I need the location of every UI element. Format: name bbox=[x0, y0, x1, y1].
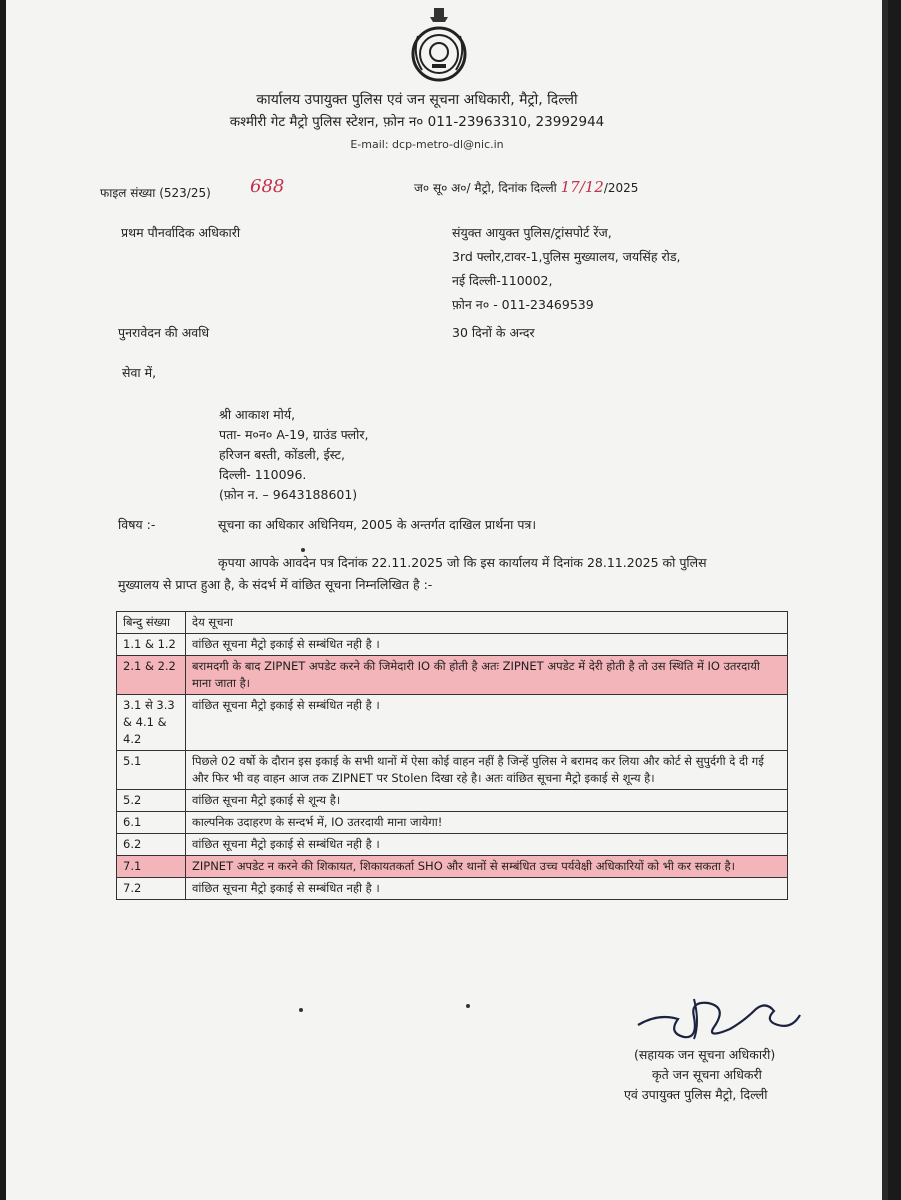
office-address: कश्मीरी गेट मैट्रो पुलिस स्टेशन, फ़ोन न० 011-23963310, 23992944 bbox=[229, 114, 605, 130]
row-info: वांछित सूचना मैट्रो इकाई से सम्बंधित नही है । bbox=[186, 834, 788, 856]
subject-label: विषय :- bbox=[118, 517, 156, 532]
office-email: E-mail: dcp-metro-dl@nic.in bbox=[350, 138, 504, 151]
body-line-2: मुख्यालय से प्राप्त हुआ है, के संदर्भ में वांछित सूचना निम्नलिखित है :- bbox=[118, 577, 433, 592]
speck bbox=[466, 1004, 470, 1008]
recipient-line-4: दिल्ली- 110096. bbox=[219, 467, 307, 482]
row-point: 7.1 bbox=[117, 856, 186, 878]
table-row bbox=[117, 856, 788, 878]
row-point: 3.1 से 3.3 & 4.1 & 4.2 bbox=[117, 695, 186, 751]
appellate-line-2: 3rd फ्लोर,टावर-1,पुलिस मुख्यालय, जयसिंह रोड, bbox=[452, 249, 681, 264]
row-point: 2.1 & 2.2 bbox=[117, 656, 186, 695]
row-info: बरामदगी के बाद ZIPNET अपडेट करने की जिमेदारी IO की होती है अतः ZIPNET अपडेट में देरी होती है तो उस स्थिति में IO उतरदायी माना जाता है। bbox=[186, 656, 788, 695]
body-line-1: कृपया आपके आवदेन पत्र दिनांक 22.11.2025 जो कि इस कार्यालय में दिनांक 28.11.2025 को पुलिस bbox=[218, 555, 707, 570]
header-info: देय सूचना bbox=[186, 612, 788, 634]
table-row bbox=[117, 634, 788, 656]
signatory-line-1: (सहायक जन सूचना अधिकारी) bbox=[634, 1047, 776, 1062]
file-number-handwritten: 688 bbox=[250, 176, 285, 197]
row-point: 1.1 & 1.2 bbox=[117, 634, 186, 656]
table-row bbox=[117, 878, 788, 900]
document-page bbox=[6, 0, 888, 1200]
row-info: वांछित सूचना मैट्रो इकाई से शून्य है। bbox=[186, 790, 788, 812]
recipient-line-2: पता- म०न० A-19, ग्राउंड फ्लोर, bbox=[219, 427, 369, 442]
recipient-line-1: श्री आकाश मोर्य, bbox=[219, 407, 296, 422]
table-row bbox=[117, 656, 788, 695]
table-row bbox=[117, 812, 788, 834]
row-point: 6.1 bbox=[117, 812, 186, 834]
table-row bbox=[117, 790, 788, 812]
table-row bbox=[117, 751, 788, 790]
row-point: 5.1 bbox=[117, 751, 186, 790]
row-info: ZIPNET अपडेट न करने की शिकायत, शिकायतकर्ता SHO और थानों से सम्बंधित उच्च पर्यवेक्षी अधिकारियों को भी कर सकता है। bbox=[186, 856, 788, 878]
recipient-line-3: हरिजन बस्ती, कोंडली, ईस्ट, bbox=[219, 447, 345, 462]
office-heading: कार्यालय उपायुक्त पुलिस एवं जन सूचना अधिकारी, मैट्रो, दिल्ली bbox=[256, 92, 578, 108]
file-number-label: फाइल संख्या (523/25) bbox=[100, 186, 211, 200]
row-info: काल्पनिक उदाहरण के सन्दर्भ में, IO उतरदायी माना जायेगा! bbox=[186, 812, 788, 834]
row-info: पिछले 02 वर्षो के दौरान इस इकाई के सभी थानों में ऐसा कोई वाहन नहीं है जिन्हें पुलिस ने बरामद कर लिया और कोर्ट से सुपुर्दगी दे दी गई और फिर भी वह वाहन आज तक ZIPNET पर Stolen दिखा रहे है। अतः वांछित सूचना मैट्रो इकाई से शून्य है। bbox=[186, 751, 788, 790]
speck bbox=[301, 548, 305, 552]
header-point: बिन्दु संख्या bbox=[117, 612, 186, 634]
appellate-authority-label: प्रथम पौनर्वादिक अधिकारी bbox=[121, 225, 241, 240]
table-row bbox=[117, 834, 788, 856]
date-handwritten: 17/12 bbox=[560, 178, 604, 196]
speck bbox=[299, 1008, 303, 1012]
police-emblem-icon bbox=[406, 6, 472, 86]
recipient-line-5: (फ़ोन न. – 9643188601) bbox=[219, 487, 358, 502]
signatory-line-2: कृते जन सूचना अधिकरी bbox=[652, 1067, 762, 1082]
table-header-row bbox=[117, 612, 788, 634]
table-row bbox=[117, 695, 788, 751]
appellate-line-1: संयुक्त आयुक्त पुलिस/ट्रांसपोर्ट रेंज, bbox=[452, 225, 612, 240]
subject-text: सूचना का अधिकार अधिनियम, 2005 के अन्तर्गत दाखिल प्रार्थना पत्र। bbox=[218, 517, 537, 532]
appeal-period-label: पुनरावेदन की अवधि bbox=[118, 325, 210, 340]
appellate-line-3: नई दिल्ली-110002, bbox=[452, 273, 553, 288]
row-info: वांछित सूचना मैट्रो इकाई से सम्बंधित नही है । bbox=[186, 878, 788, 900]
reference-date-label: ज० सू० अ०/ मैट्रो, दिनांक दिल्ली 17/12/2025 bbox=[414, 178, 639, 196]
signatory-line-3: एवं उपायुक्त पुलिस मैट्रो, दिल्ली bbox=[624, 1087, 768, 1102]
row-point: 5.2 bbox=[117, 790, 186, 812]
information-table bbox=[116, 611, 788, 900]
row-info: वांछित सूचना मैट्रो इकाई से सम्बंधित नही है । bbox=[186, 634, 788, 656]
row-point: 7.2 bbox=[117, 878, 186, 900]
row-point: 6.2 bbox=[117, 834, 186, 856]
appellate-line-4: फ़ोन न० - 011-23469539 bbox=[452, 297, 594, 312]
appeal-period-value: 30 दिनों के अन्दर bbox=[452, 325, 535, 340]
salutation: सेवा में, bbox=[122, 365, 157, 380]
row-info: वांछित सूचना मैट्रो इकाई से सम्बंधित नही है । bbox=[186, 695, 788, 751]
